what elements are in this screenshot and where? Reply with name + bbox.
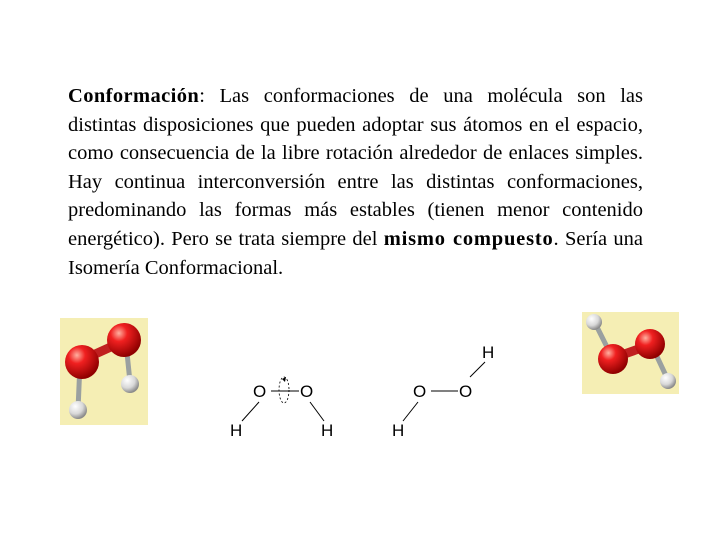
oxygen-atom	[635, 329, 665, 359]
bond-line	[470, 362, 485, 377]
oxygen-atom	[107, 323, 141, 357]
definition-paragraph	[68, 82, 643, 282]
hydrogen-atom	[586, 314, 602, 330]
atom-label-o2: O	[459, 382, 473, 401]
ball-and-stick-model-right	[582, 312, 679, 394]
hydrogen-atom	[69, 401, 87, 419]
atom-label-h-top: H	[482, 343, 495, 362]
ball-and-stick-model-left	[60, 318, 148, 425]
atom-label-o1: O	[413, 382, 427, 401]
structural-formulas	[220, 335, 530, 445]
definition-text-part1: : Las conformaciones de una molécula son las distintas disposiciones que pueden adoptar sus átomos en el espacio, como consecuencia de la libre rotación alrededor de enlaces simples. Hay continua interconversión entre las distintas conformaciones, predominando las formas más estables (tienen menor contenido energético). Pero se trata siempre del	[68, 85, 643, 250]
atom-label-h-bottom: H	[392, 421, 405, 440]
bond-line	[403, 402, 418, 421]
definition-emphasis: mismo compuesto	[383, 227, 554, 250]
oxygen-atom	[65, 345, 99, 379]
oxygen-atom	[598, 344, 628, 374]
definition-text-part2: . Sería una Isomería Conformacional.	[68, 227, 643, 279]
hydrogen-atom	[121, 375, 139, 393]
atom-label-o1: O	[253, 382, 267, 401]
rotation-arrow-icon	[279, 377, 289, 403]
bond-line	[310, 402, 324, 421]
atom-label-h1: H	[230, 421, 243, 440]
atom-label-h2: H	[321, 421, 334, 440]
bond-line	[242, 402, 259, 421]
atom-label-o2: O	[300, 382, 314, 401]
hydrogen-atom	[660, 373, 676, 389]
definition-term: Conformación	[68, 85, 200, 107]
